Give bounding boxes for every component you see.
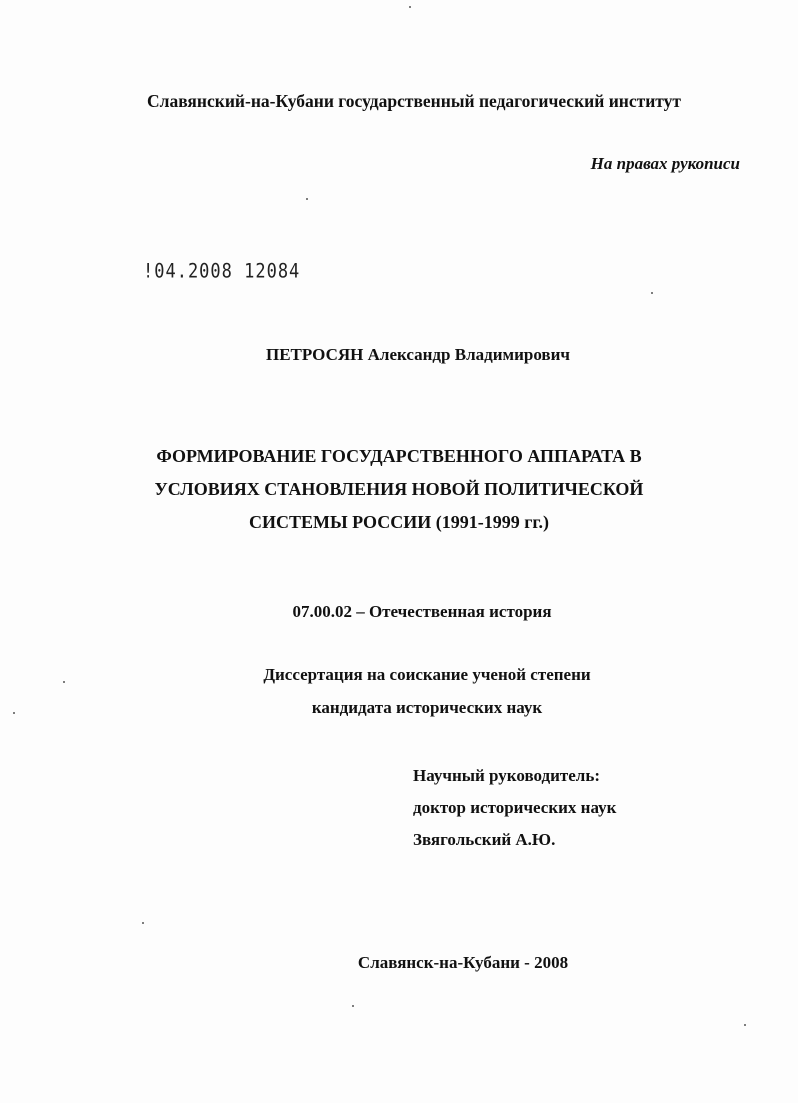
scan-speck — [651, 292, 653, 294]
manuscript-note: На правах рукописи — [590, 154, 740, 173]
scan-speck — [409, 6, 411, 8]
scan-speck — [744, 1024, 746, 1026]
scan-speck — [142, 922, 144, 924]
place-and-year: Славянск-на-Кубани - 2008 — [357, 953, 569, 972]
registration-stamp: !04.2008 12084 — [143, 260, 301, 283]
degree-line-1: Диссертация на соискание ученой степени — [263, 665, 591, 684]
scan-speck — [306, 198, 308, 200]
dissertation-title — [0, 440, 798, 539]
supervisor-block — [413, 760, 616, 856]
supervisor-role: Научный руководитель: — [413, 766, 600, 785]
degree-line-2: кандидата исторических наук — [311, 698, 543, 717]
supervisor-name: Звягольский А.Ю. — [413, 830, 556, 849]
institute-name: Славянский-на-Кубани государственный педагогический институт — [147, 91, 682, 111]
scan-speck — [13, 712, 15, 714]
specialty-code: 07.00.02 – Отечественная история — [292, 602, 552, 621]
author-name: ПЕТРОСЯН Александр Владимирович — [266, 345, 570, 364]
scan-speck — [63, 681, 65, 683]
title-line: СИСТЕМЫ РОССИИ (1991-1999 гг.) — [248, 512, 550, 532]
title-line: ФОРМИРОВАНИЕ ГОСУДАРСТВЕННОГО АППАРАТА В — [156, 446, 642, 466]
supervisor-title: доктор исторических наук — [413, 798, 617, 817]
scan-speck — [352, 1005, 354, 1007]
title-line: УСЛОВИЯХ СТАНОВЛЕНИЯ НОВОЙ ПОЛИТИЧЕСКОЙ — [154, 479, 644, 499]
